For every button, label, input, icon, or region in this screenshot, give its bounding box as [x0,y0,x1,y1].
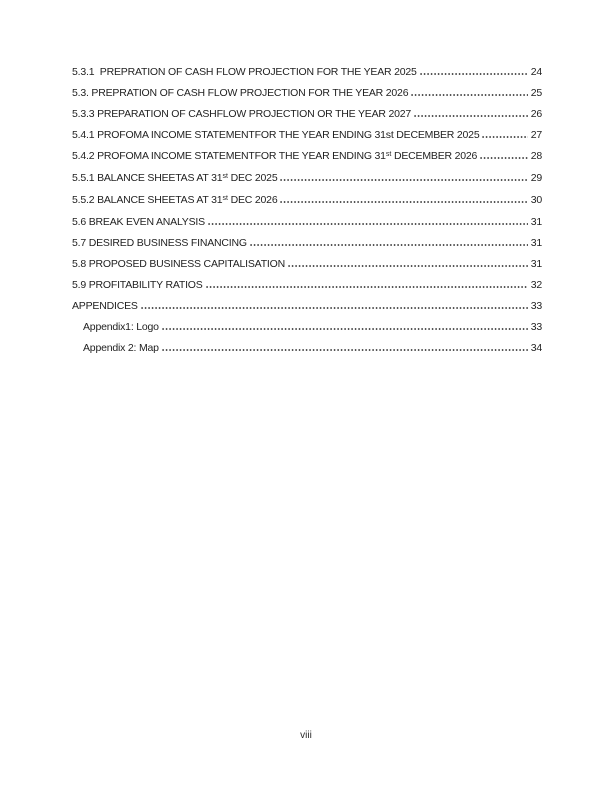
toc-entry-title: 5.4.2 PROFOMA INCOME STATEMENTFOR THE YEAR ENDING 31st DECEMBER 2026 [72,150,478,162]
toc-entry-title: 5.3.1 PREPRATION OF CASH FLOW PROJECTION FOR THE YEAR 2025 [72,66,417,78]
toc-entry-page-number: 33 [530,321,542,333]
dot-leader [206,285,528,288]
dot-leader [480,156,528,159]
toc-entry[interactable] [72,300,542,313]
dot-leader [414,114,528,117]
toc-entry[interactable] [72,129,542,142]
toc-entry[interactable] [72,66,542,79]
toc-entry-title: 5.5.2 BALANCE SHEETAS AT 31st DEC 2026 [72,194,278,206]
toc-entry[interactable] [72,87,542,100]
toc-entry-title: 5.9 PROFITABILITY RATIOS [72,279,203,291]
table-of-contents [72,66,542,363]
toc-entry-title: 5.5.1 BALANCE SHEETAS AT 31st DEC 2025 [72,172,278,184]
toc-entry-page-number: 31 [530,258,542,270]
dot-leader [482,135,527,138]
toc-entry-title: APPENDICES [72,300,138,312]
toc-entry-page-number: 29 [530,172,542,184]
dot-leader [162,348,528,351]
toc-entry-page-number: 25 [530,87,542,99]
dot-leader [141,306,528,309]
dot-leader [420,72,528,75]
toc-entry-title: 5.3.3 PREPARATION OF CASHFLOW PROJECTION OR THE YEAR 2027 [72,108,412,120]
toc-entry-page-number: 28 [530,150,542,162]
toc-entry-title: 5.7 DESIRED BUSINESS FINANCING [72,237,247,249]
dot-leader [250,243,528,246]
toc-entry-page-number: 26 [530,108,542,120]
dot-leader [162,327,528,330]
toc-entry[interactable] [72,150,542,164]
toc-entry-title: 5.6 BREAK EVEN ANALYSIS [72,216,205,228]
toc-entry[interactable] [72,108,542,121]
folio-page-number: viii [300,730,312,741]
dot-leader [288,264,528,267]
toc-entry[interactable] [72,258,542,271]
toc-entry-page-number: 31 [530,237,542,249]
toc-entry-title: Appendix1: Logo [83,321,159,333]
dot-leader [280,200,527,203]
toc-entry-page-number: 32 [530,279,542,291]
dot-leader [280,178,527,181]
toc-entry[interactable] [72,237,542,250]
toc-entry-page-number: 27 [530,129,542,141]
toc-entry-title: 5.4.1 PROFOMA INCOME STATEMENTFOR THE YEAR ENDING 31st DECEMBER 2025 [72,129,480,141]
toc-entry[interactable] [72,172,542,186]
dot-leader [411,93,527,96]
toc-entry-title: 5.3. PREPRATION OF CASH FLOW PROJECTION FOR THE YEAR 2026 [72,87,409,99]
toc-entry[interactable] [72,321,542,334]
toc-entry[interactable] [72,216,542,229]
toc-entry-title: 5.8 PROPOSED BUSINESS CAPITALISATION [72,258,285,270]
toc-entry-page-number: 31 [530,216,542,228]
toc-entry[interactable] [72,194,542,208]
toc-entry-page-number: 33 [530,300,542,312]
toc-entry-page-number: 24 [530,66,542,78]
page-footer [0,730,612,741]
toc-entry-page-number: 30 [530,194,542,206]
toc-entry-page-number: 34 [530,342,542,354]
toc-entry-title: Appendix 2: Map [83,342,159,354]
toc-entry[interactable] [72,342,542,355]
dot-leader [208,222,528,225]
toc-entry[interactable] [72,279,542,292]
